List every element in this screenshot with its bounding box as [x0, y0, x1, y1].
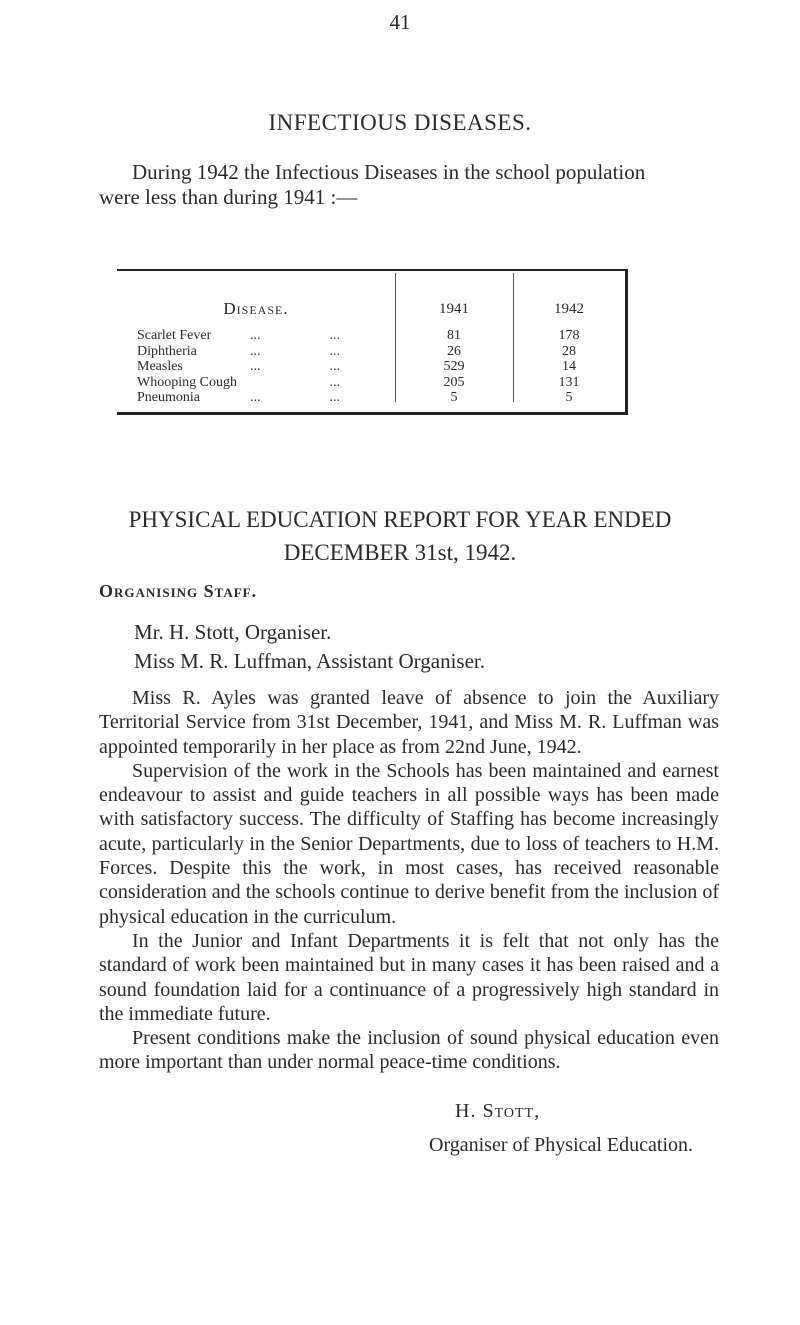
table-row — [117, 344, 625, 360]
cases-1942: 178 — [558, 328, 580, 343]
leader-dots — [250, 344, 360, 360]
infectious-diseases-heading: INFECTIOUS DISEASES. — [268, 110, 532, 135]
table-row — [117, 375, 625, 391]
staff-organiser: Mr. H. Stott, Organiser. — [134, 620, 332, 644]
heading-line-2: DECEMBER 31st, 1942. — [283, 540, 517, 565]
staff-assistant-organiser: Miss M. R. Luffman, Assistant Organiser. — [134, 649, 485, 673]
leader-dot: ... — [329, 390, 340, 405]
cases-1941: 81 — [447, 328, 461, 343]
leader-dot: ... — [250, 390, 261, 405]
header-1942: 1942 — [554, 301, 584, 317]
header-disease: Disease. — [223, 299, 289, 318]
table-row — [117, 390, 625, 406]
cases-1941: 26 — [447, 343, 461, 359]
intro-line-1: During 1942 the Infectious Diseases in the school population — [132, 160, 646, 184]
table-body — [117, 328, 625, 406]
leader-dot: ... — [250, 343, 261, 359]
signature-title: Organiser of Physical Education. — [429, 1134, 694, 1156]
leader-dots — [250, 375, 360, 391]
disease-name: Scarlet Fever — [137, 328, 212, 343]
signature-name: H. Stott, — [455, 1100, 541, 1122]
table-row — [117, 359, 625, 375]
paragraph: Miss R. Ayles was granted leave of absence to join the Auxiliary Territorial Service from 31st December, 1941, and Miss M. R. Luffman was appointed temporarily in her place as from 22nd June, 1942. — [99, 687, 719, 758]
leader-dot: ... — [250, 328, 261, 343]
cases-1941: 529 — [443, 359, 465, 374]
page-number: 41 — [389, 10, 411, 34]
leader-dot: ... — [329, 374, 340, 390]
disease-table — [117, 269, 628, 415]
leader-dots — [250, 328, 360, 344]
leader-dots — [250, 390, 360, 406]
cases-1942: 131 — [558, 374, 580, 390]
paragraph: Supervision of the work in the Schools has been maintained and earnest endeavour to assist and guide teachers in all possible ways has been made with satisfactory success. The difficulty of Staffing has become increasingly acute, particularly in the Senior Departments, due to loss of teachers to H.M. Forces. Despite this the work, in most cases, has received reasonable consideration and the schools continue to derive benefit from the inclusion of physical education in the curriculum. — [99, 759, 719, 928]
cases-1942: 5 — [565, 390, 573, 405]
disease-name: Measles — [137, 359, 183, 374]
paragraph: Present conditions make the inclusion of sound physical education even more important than under normal peace-time conditions. — [99, 1027, 719, 1074]
disease-name: Diphtheria — [137, 343, 197, 359]
disease-name: Pneumonia — [137, 390, 200, 405]
intro-line-2: were less than during 1941 :— — [99, 185, 358, 209]
heading-line-1: PHYSICAL EDUCATION REPORT FOR YEAR ENDED — [128, 507, 672, 532]
physical-education-heading — [0, 503, 800, 569]
leader-dot: ... — [250, 359, 261, 374]
cases-1942: 28 — [562, 343, 576, 359]
paragraph: In the Junior and Infant Departments it is felt that not only has the standard of work been maintained but in many cases it has been raised and a sound foundation laid for a continuance of a progressively high standard in the immediate future. — [99, 929, 719, 1025]
cases-1941: 205 — [443, 374, 465, 390]
leader-dot: ... — [329, 359, 340, 374]
organising-staff-heading: Organising Staff. — [99, 581, 258, 601]
intro-paragraph — [99, 160, 719, 210]
header-1941: 1941 — [439, 301, 469, 317]
table-row — [117, 328, 625, 344]
cases-1941: 5 — [450, 390, 458, 405]
cases-1942: 14 — [562, 359, 576, 374]
report-body — [99, 686, 719, 1075]
leader-dots — [250, 359, 360, 375]
leader-dot: ... — [329, 343, 340, 359]
leader-dot: ... — [329, 328, 340, 343]
disease-name: Whooping Cough — [137, 374, 237, 390]
